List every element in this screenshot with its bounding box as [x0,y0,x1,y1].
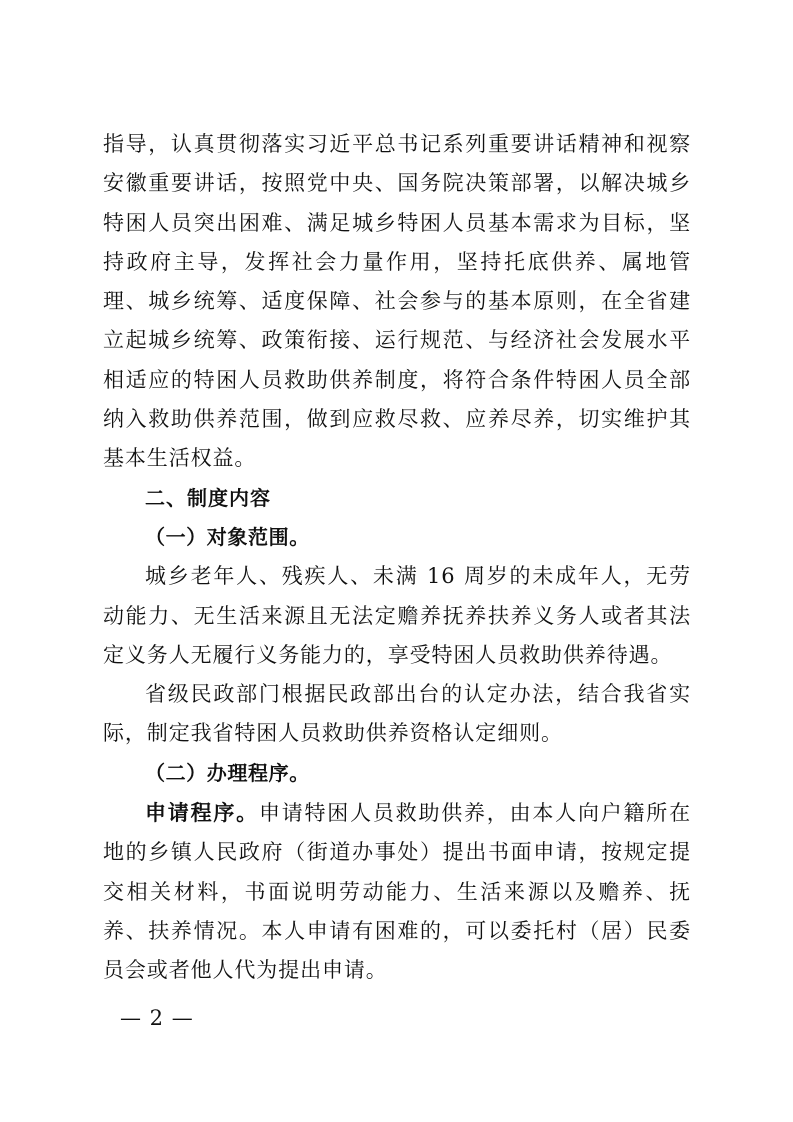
page-number: — 2 — [120,1006,194,1030]
application-procedure-text: 申请特困人员救助供养，由本人向户籍所在地的乡镇人民政府（街道办事处）提出书面申请，按规定提交相关材料，书面说明劳动能力、生活来源以及赡养、抚养、扶养情况。本人申请有困难的，可以委托村（居）民委员会或者他人代为提出申请。 [103,801,691,983]
subheading-procedures: （二）办理程序。 [145,760,310,785]
paragraph-eligible-persons: 城乡老年人、残疾人、未满 16 周岁的未成年人，无劳动能力、无生活来源且无法定赡养抚养扶养义务人或者其法定义务人无履行义务能力的，享受特困人员救助供养待遇。 [103,564,691,667]
paragraph-application-procedure [103,793,691,990]
paragraph-provincial-rules: 省级民政部门根据民政部出台的认定办法，结合我省实际，制定我省特困人员救助供养资格认定细则。 [103,682,691,746]
application-procedure-lead: 申请程序。 [145,800,259,826]
paragraph-guidance-continued: 指导，认真贯彻落实习近平总书记系列重要讲话精神和视察安徽重要讲话，按照党中央、国务院决策部署，以解决城乡特困人员突出困难、满足城乡特困人员基本需求为目标，坚持政府主导，发挥社会力量作用，坚持托底供养、属地管理、城乡统筹、适度保障、社会参与的基本原则，在全省建立起城乡统筹、政策衔接、运行规范、与经济社会发展水平相适应的特困人员救助供养制度，将符合条件特困人员全部纳入救助供养范围，做到应救尽救、应养尽养，切实维护其基本生活权益。 [103,132,691,471]
document-body [103,125,691,991]
section-heading-system-content: 二、制度内容 [145,485,271,510]
subheading-target-scope: （一）对象范围。 [145,524,310,549]
